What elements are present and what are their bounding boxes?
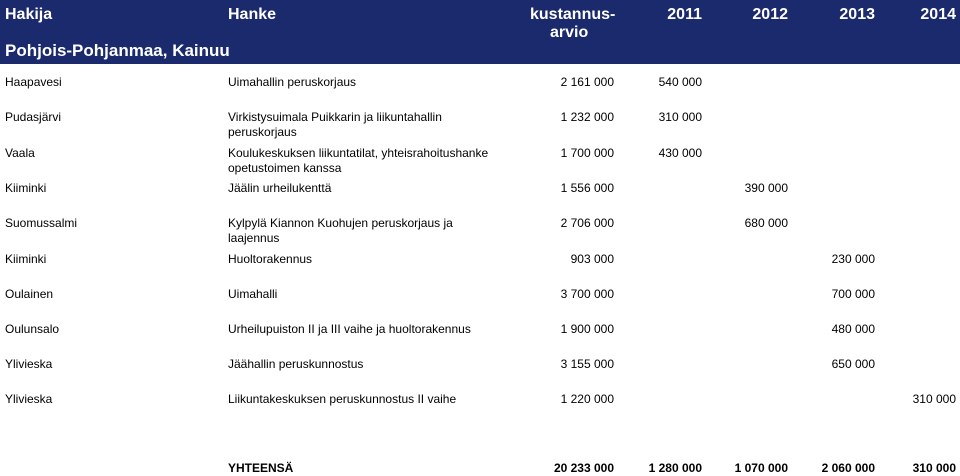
column-header-2012: 2012 bbox=[752, 6, 788, 23]
totals-kustannus: 20 233 000 bbox=[553, 461, 614, 475]
column-header-2011: 2011 bbox=[667, 6, 702, 23]
hakija-cell: Oulunsalo bbox=[5, 322, 60, 336]
year-2013-cell: 700 000 bbox=[831, 287, 875, 301]
kustannus-cell: 1 700 000 bbox=[560, 146, 614, 160]
hanke-cell: Uimahallin peruskorjaus bbox=[228, 75, 357, 89]
hanke-cell: Jäälin urheilukenttä bbox=[228, 181, 332, 195]
hanke-cell: Huoltorakennus bbox=[228, 252, 313, 266]
table-header bbox=[0, 0, 960, 64]
kustannus-cell: 3 155 000 bbox=[560, 357, 614, 371]
totals-label: YHTEENSÄ bbox=[228, 461, 294, 475]
kustannus-cell: 1 556 000 bbox=[560, 181, 614, 195]
hanke-cell: Jäähallin peruskunnostus bbox=[228, 357, 364, 371]
kustannus-cell: 903 000 bbox=[570, 252, 614, 266]
region-title: Pohjois-Pohjanmaa, Kainuu bbox=[5, 41, 230, 60]
column-header-kustannus-line2: arvio bbox=[550, 24, 589, 41]
column-header-hakija: Hakija bbox=[5, 6, 53, 23]
year-2013-cell: 230 000 bbox=[831, 252, 875, 266]
hanke-cell: Uimahalli bbox=[228, 287, 278, 301]
year-2013-cell: 480 000 bbox=[831, 322, 875, 336]
hakija-cell: Kiiminki bbox=[5, 252, 47, 266]
kustannus-cell: 2 161 000 bbox=[560, 75, 614, 89]
totals-2012: 1 070 000 bbox=[734, 461, 788, 475]
year-2011-cell: 540 000 bbox=[658, 75, 702, 89]
hakija-cell: Kiiminki bbox=[5, 181, 47, 195]
hanke-cell: Kylpylä Kiannon Kuohujen peruskorjaus ja laajennus bbox=[228, 216, 453, 245]
hakija-cell: Suomussalmi bbox=[5, 216, 78, 230]
hakija-cell: Ylivieska bbox=[5, 392, 53, 406]
hanke-cell: Liikuntakeskuksen peruskunnostus II vaihe bbox=[228, 392, 457, 406]
kustannus-cell: 1 232 000 bbox=[560, 110, 614, 124]
hakija-cell: Vaala bbox=[5, 146, 35, 160]
year-2012-cell: 680 000 bbox=[744, 216, 788, 230]
hakija-cell: Pudasjärvi bbox=[5, 110, 62, 124]
hanke-cell: Koulukeskuksen liikuntatilat, yhteisrahoitushanke opetustoimen kanssa bbox=[228, 146, 489, 175]
kustannus-cell: 1 220 000 bbox=[560, 392, 614, 406]
year-2011-cell: 310 000 bbox=[658, 110, 702, 124]
column-header-2013: 2013 bbox=[839, 6, 875, 23]
kustannus-cell: 1 900 000 bbox=[560, 322, 614, 336]
totals-2014: 310 000 bbox=[912, 461, 956, 475]
totals-2011: 1 280 000 bbox=[648, 461, 702, 475]
column-header-2014: 2014 bbox=[920, 6, 956, 23]
column-header-hanke: Hanke bbox=[228, 6, 277, 23]
kustannus-cell: 3 700 000 bbox=[560, 287, 614, 301]
year-2014-cell: 310 000 bbox=[912, 392, 956, 406]
hakija-cell: Oulainen bbox=[5, 287, 54, 301]
year-2012-cell: 390 000 bbox=[744, 181, 788, 195]
hanke-cell: Urheilupuiston II ja III vaihe ja huoltorakennus bbox=[228, 322, 471, 336]
year-2013-cell: 650 000 bbox=[831, 357, 875, 371]
hanke-cell: Virkistysuimala Puikkarin ja liikuntahallin peruskorjaus bbox=[228, 110, 442, 139]
hakija-cell: Haapavesi bbox=[5, 75, 62, 89]
kustannus-cell: 2 706 000 bbox=[560, 216, 614, 230]
column-header-kustannus: kustannus- bbox=[530, 6, 616, 23]
totals-2013: 2 060 000 bbox=[821, 461, 875, 475]
hakija-cell: Ylivieska bbox=[5, 357, 53, 371]
year-2011-cell: 430 000 bbox=[658, 146, 702, 160]
